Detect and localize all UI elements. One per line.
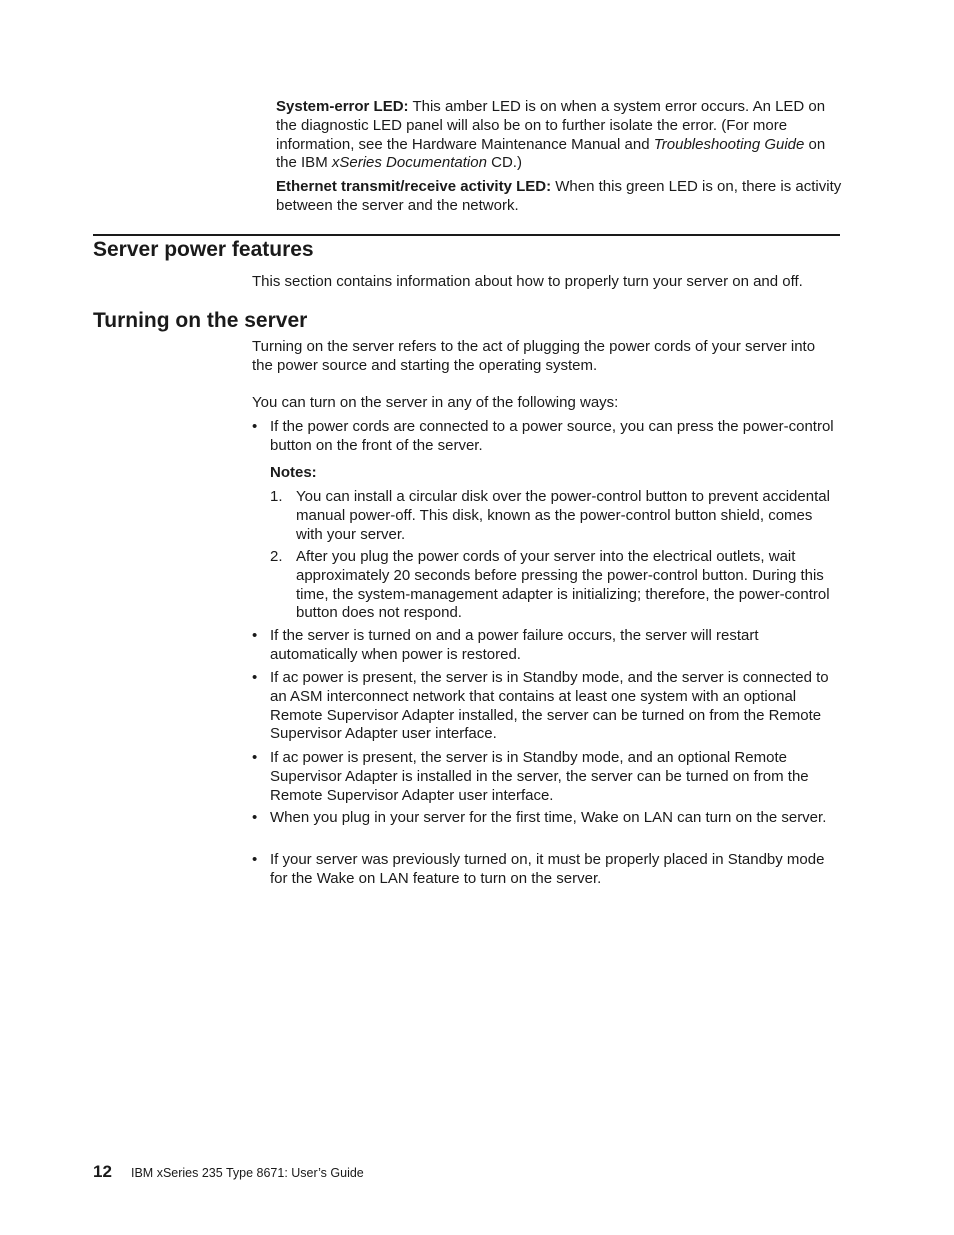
bullet-icon: •	[252, 851, 258, 868]
list-item-text: If ac power is present, the server is in Standby mode, and the server is connected to an ASM interconnect network that contains at least one system with an optional Remote Supervisor Adapter installed, the server can be turned on from the Remote Supervisor Adapter user interface.	[270, 669, 829, 743]
xseries-documentation-title: xSeries Documentation	[331, 154, 487, 172]
page-number: 12	[93, 1162, 112, 1181]
footer-document-title: IBM xSeries 235 Type 8671: User’s Guide	[131, 1166, 364, 1180]
heading-turning-on-the-server: Turning on the server	[93, 309, 308, 332]
turning-on-paragraph-2: You can turn on the server in any of the following ways:	[252, 394, 619, 411]
heading-server-power-features: Server power features	[93, 238, 314, 261]
ethernet-led-description	[276, 178, 842, 216]
bullet-icon: •	[252, 418, 258, 435]
list-item-text: If the server is turned on and a power failure occurs, the server will restart automatically when power is restored.	[270, 627, 759, 663]
note-number: 1.	[270, 488, 283, 505]
list-item-text: If the power cords are connected to a power source, you can press the power-control button on the front of the server.	[270, 418, 834, 454]
system-error-led-text-1: This amber LED is on when a system error occurs. An LED on the diagnostic LED panel will also be on to further isolate the error. (For more information, see the Hardware Maintenance Manual and	[276, 98, 826, 153]
bullet-icon: •	[252, 809, 258, 826]
bullet-icon: •	[252, 627, 258, 644]
note-text: After you plug the power cords of your server into the electrical outlets, wait approximately 20 seconds before pressing the power-control button. During this time, the system-management adapter is initializing; therefore, the power-control button does not respond.	[296, 548, 830, 622]
system-error-led-text-2: on the IBM	[276, 135, 826, 172]
troubleshooting-guide-title: Troubleshooting Guide	[653, 135, 805, 153]
ethernet-led-label: Ethernet transmit/receive activity LED:	[276, 178, 552, 195]
bullet-icon: •	[252, 749, 258, 766]
list-item-text: If ac power is present, the server is in Standby mode, and an optional Remote Supervisor Adapter is installed in the server, the server can be turned on from the Remote Supervisor Adapter user interface.	[270, 749, 809, 804]
bullet-icon: •	[252, 669, 258, 686]
note-number: 2.	[270, 548, 283, 565]
turning-on-paragraph-1: Turning on the server refers to the act of plugging the power cords of your server into the power source and starting the operating system.	[252, 338, 816, 374]
note-text: You can install a circular disk over the power-control button to prevent accidental manual power-off. This disk, known as the power-control button shield, comes with your server.	[296, 488, 830, 543]
section-divider	[93, 234, 840, 236]
list-item-text: When you plug in your server for the first time, Wake on LAN can turn on the server.	[270, 809, 827, 826]
system-error-led-label: System-error LED:	[276, 98, 409, 115]
system-error-led-description	[276, 98, 842, 173]
notes-label: Notes:	[270, 464, 317, 481]
ethernet-led-text: When this green LED is on, there is activity between the server and the network.	[276, 178, 842, 214]
power-features-intro: This section contains information about how to properly turn your server on and off.	[252, 273, 803, 290]
system-error-led-text-3: CD.)	[486, 154, 522, 172]
list-item-text: If your server was previously turned on, it must be properly placed in Standby mode for the Wake on LAN feature to turn on the server.	[270, 851, 825, 887]
